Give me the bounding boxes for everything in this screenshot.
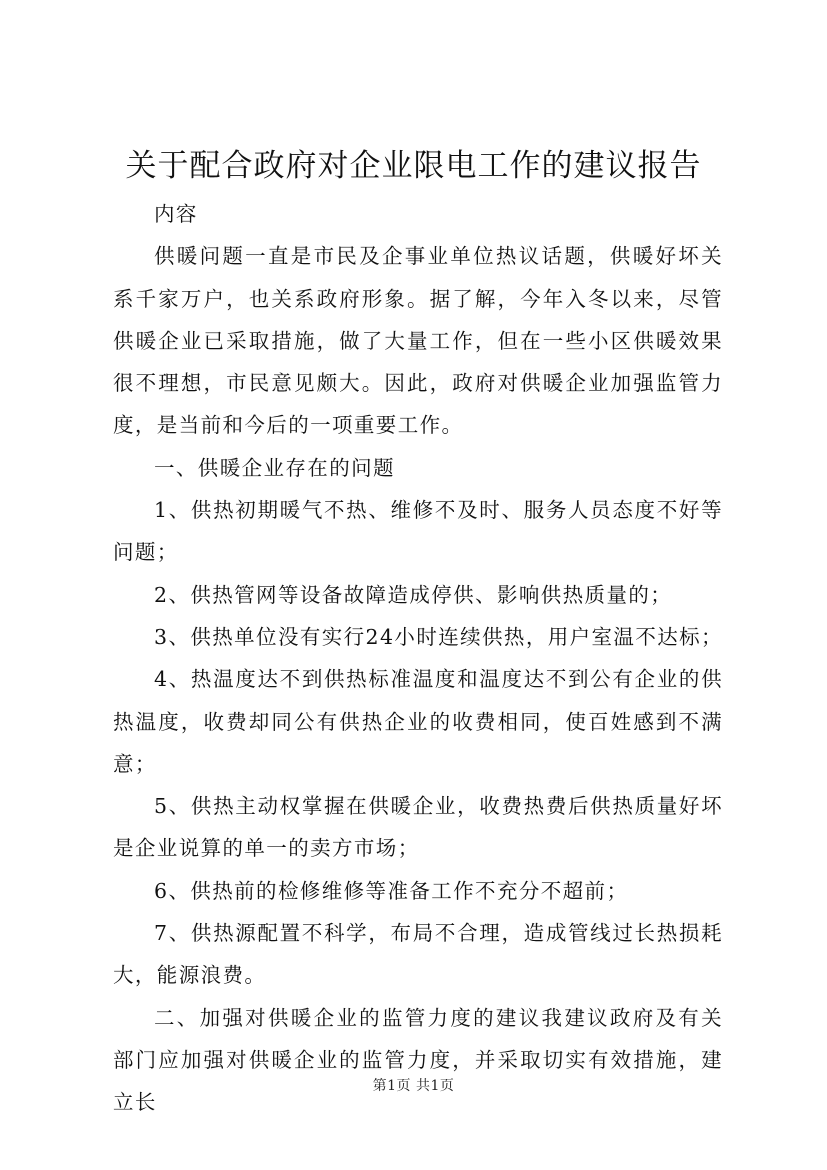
list-item-problem-1: 1、供热初期暖气不热、维修不及时、服务人员态度不好等问题； [113, 498, 723, 565]
list-item-problem-2: 2、供热管网等设备故障造成停供、影响供热质量的； [154, 582, 673, 607]
list-item-problem-4: 4、热温度达不到供热标准温度和温度达不到公有企业的供热温度，收费却同公有供热企业的收费相同，使百姓感到不满意； [113, 667, 723, 776]
section-heading-problems: 一、供暖企业存在的问题 [154, 455, 395, 480]
list-item-problem-3: 3、供热单位没有实行24小时连续供热，用户室温不达标； [154, 624, 723, 649]
paragraph-contents-label: 内容 [154, 202, 198, 226]
section-heading-suggestions: 二、加强对供暖企业的监管力度的建议我建议政府及有关部门应加强对供暖企业的监管力度，并采取切实有效措施，建立长 [113, 1005, 723, 1115]
list-item-problem-7: 7、供热源配置不科学，布局不合理，造成管线过长热损耗大，能源浪费。 [113, 921, 723, 988]
page-footer: 第1页 共1页 [372, 1078, 455, 1094]
paragraph-intro: 供暖问题一直是市民及企事业单位热议话题，供暖好坏关系千家万户，也关系政府形象。据了解，今年入冬以来，尽管供暖企业已采取措施，做了大量工作，但在一些小区供暖效果很不理想，市民意见颇大。因此，政府对供暖企业加强监管力度，是当前和今后的一项重要工作。 [113, 244, 723, 438]
document-body [113, 193, 723, 1124]
document-title: 关于配合政府对企业限电工作的建议报告 [125, 148, 702, 184]
list-item-problem-6: 6、供热前的检修维修等准备工作不充分不超前； [154, 878, 629, 903]
list-item-problem-5: 5、供热主动权掌握在供暖企业，收费热费后供热质量好坏是企业说算的单一的卖方市场； [113, 794, 723, 861]
